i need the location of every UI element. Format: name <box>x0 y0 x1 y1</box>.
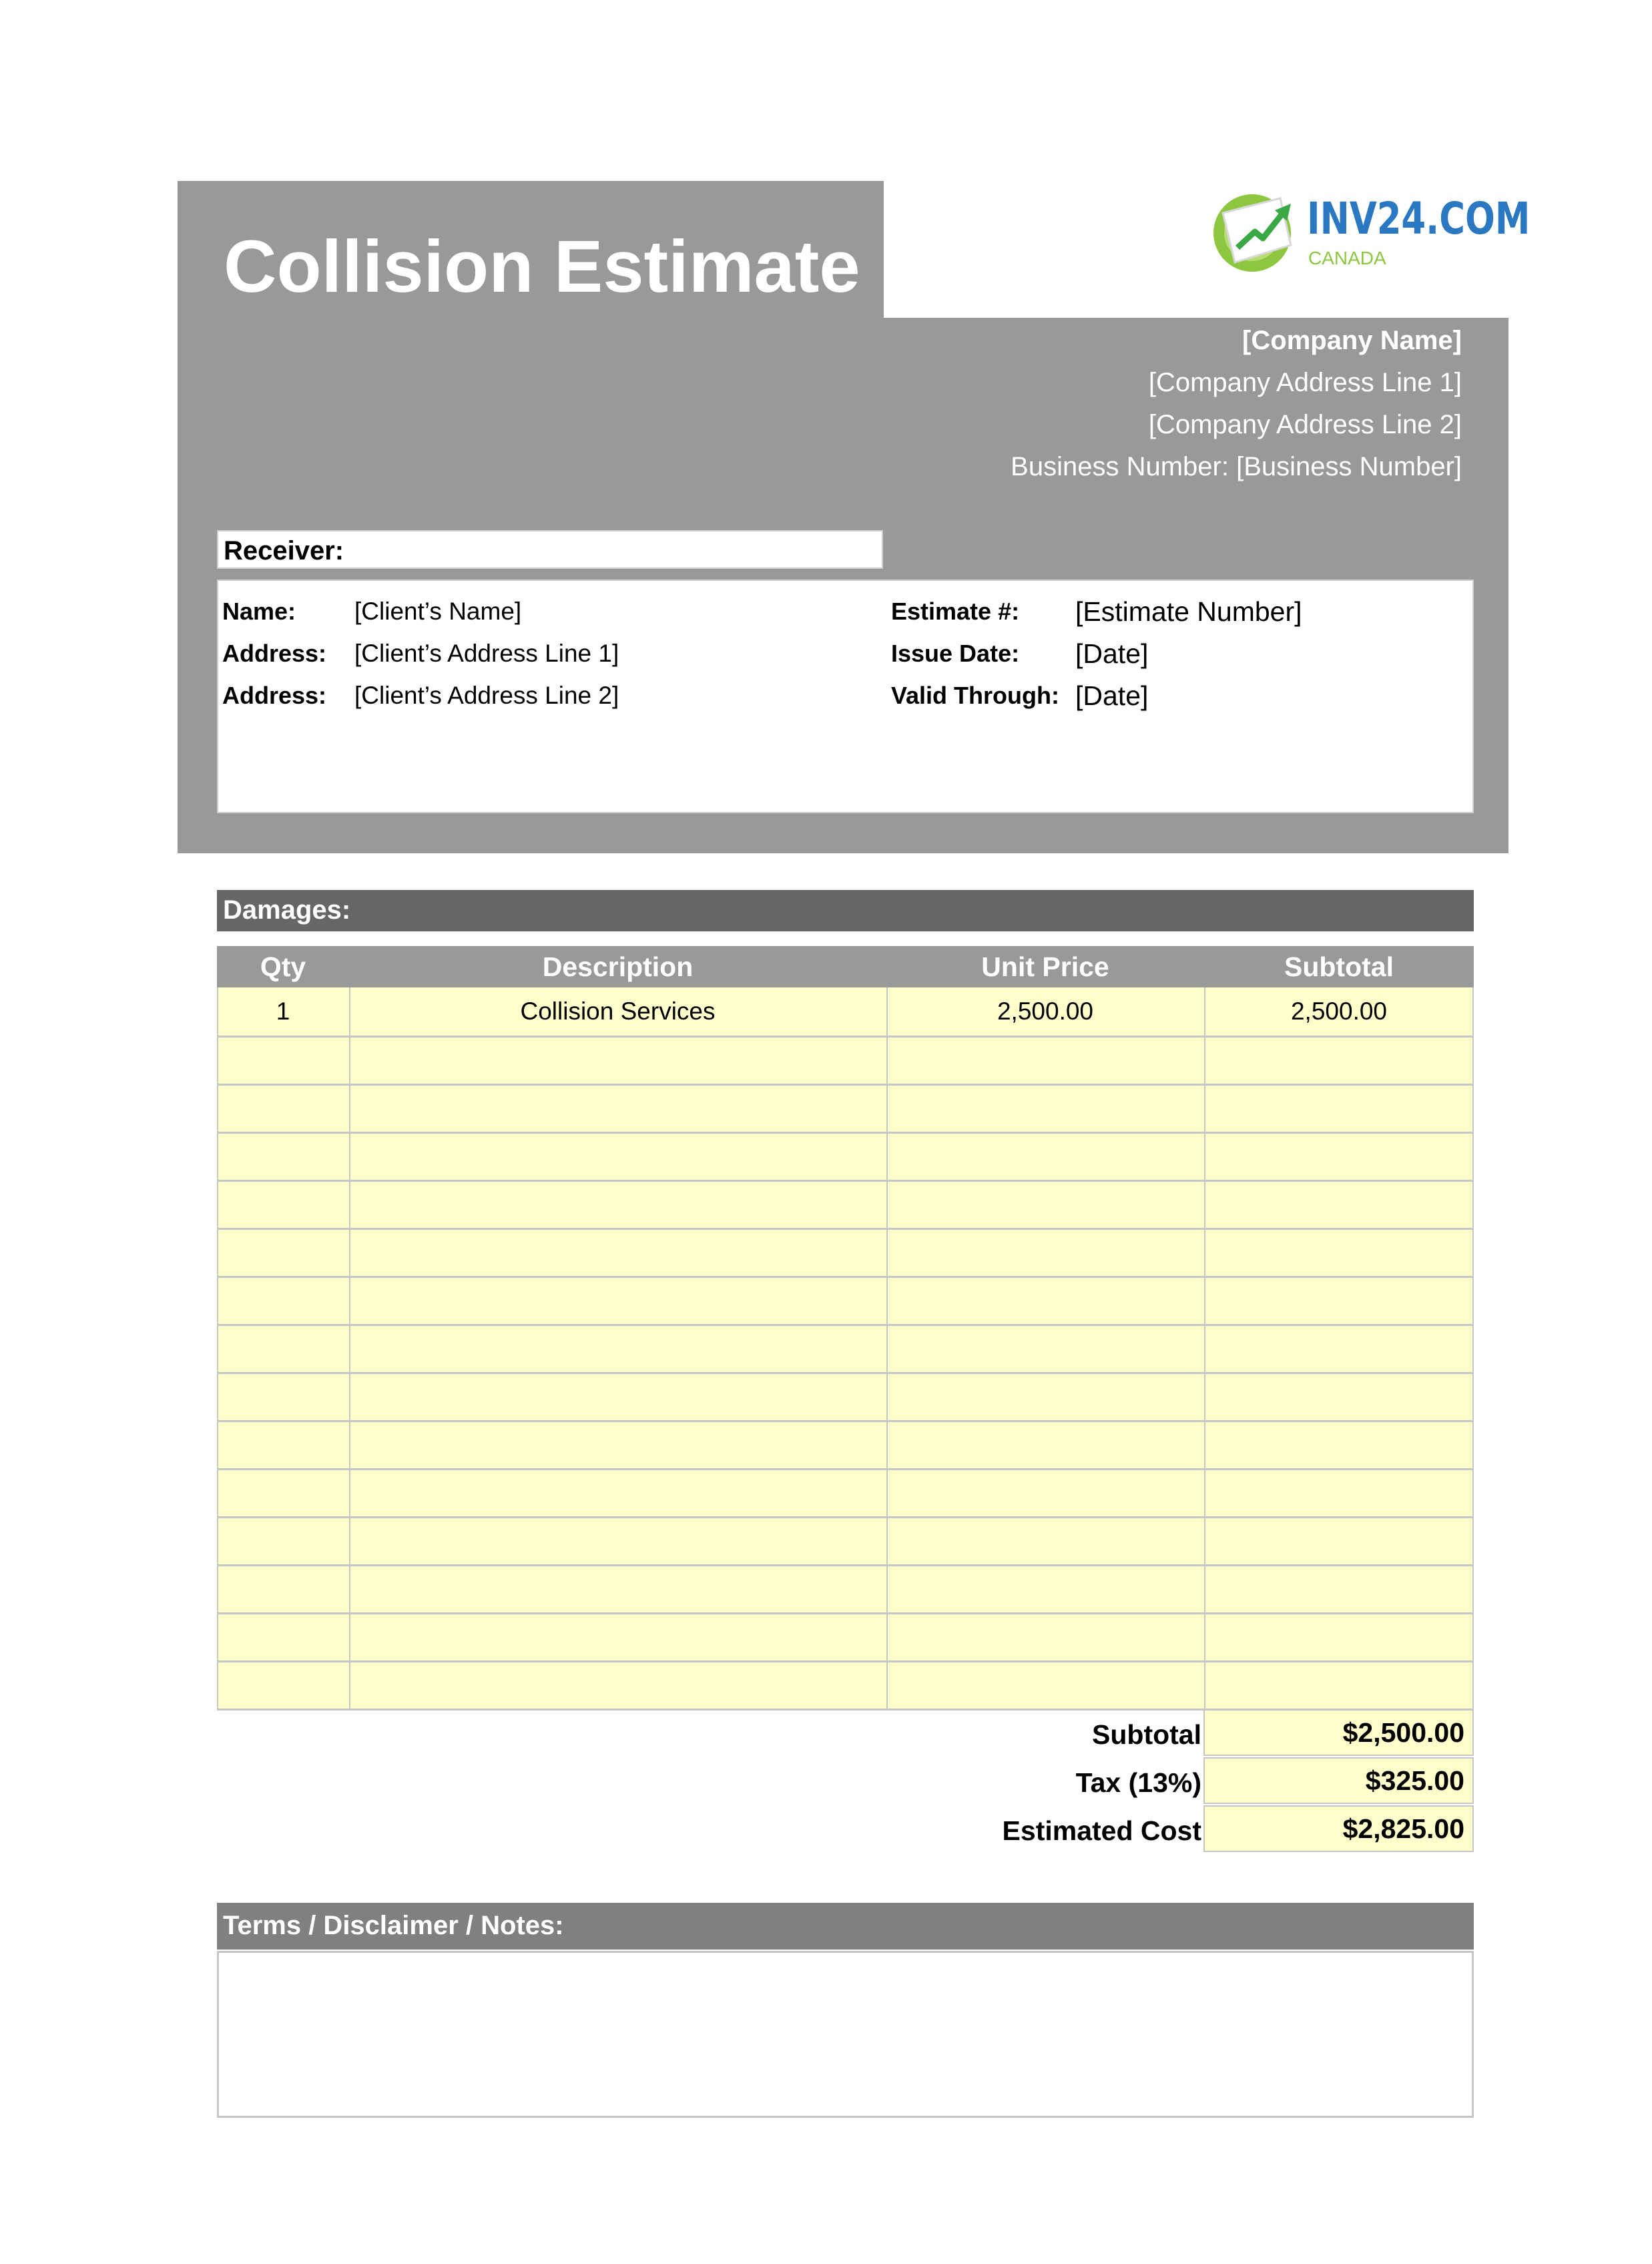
issue-date-value[interactable]: [Date] <box>1075 638 1149 669</box>
valid-through-label: Valid Through: <box>891 682 1059 709</box>
grid-row-line <box>217 1276 1474 1278</box>
client-address-1-label: Address: <box>222 640 327 667</box>
client-address-1-value[interactable]: [Client’s Address Line 1] <box>354 640 619 667</box>
grid-column-line <box>217 987 218 1711</box>
grid-row-line <box>217 1372 1474 1374</box>
receiver-heading-box <box>217 530 883 569</box>
grid-column-line <box>886 987 888 1711</box>
grid-column-line <box>349 987 350 1711</box>
grid-column-line <box>1472 987 1474 1711</box>
tax-value: $325.00 <box>1203 1757 1474 1804</box>
estimate-number-value[interactable]: [Estimate Number] <box>1075 596 1302 627</box>
logo-globe-icon <box>1208 184 1302 277</box>
logo-region: CANADA <box>1308 248 1386 268</box>
business-number: Business Number: [Business Number] <box>1011 452 1462 481</box>
damages-table <box>217 987 1474 1711</box>
client-address-2-label: Address: <box>222 682 327 709</box>
grid-row-line <box>217 1564 1474 1566</box>
row-1-subtotal[interactable]: 2,500.00 <box>1290 997 1388 1025</box>
grid-row-line <box>217 1324 1474 1326</box>
col-unit-price-header: Unit Price <box>981 951 1109 982</box>
damages-heading: Damages: <box>217 890 1474 931</box>
grid-row-line <box>217 1132 1474 1134</box>
row-1-unit-price[interactable]: 2,500.00 <box>997 997 1094 1025</box>
grid-row-line <box>217 1516 1474 1518</box>
subtotal-label: Subtotal <box>1092 1719 1201 1750</box>
col-subtotal-header: Subtotal <box>1284 951 1394 982</box>
estimated-cost-label: Estimated Cost <box>1002 1815 1201 1846</box>
row-1-description[interactable]: Collision Services <box>520 997 716 1025</box>
grid-row-line <box>217 1660 1474 1662</box>
grid-row-line <box>217 1228 1474 1230</box>
tax-label: Tax (13%) <box>1075 1767 1201 1798</box>
estimate-number-label: Estimate #: <box>891 598 1020 625</box>
subtotal-value: $2,500.00 <box>1203 1709 1474 1756</box>
receiver-heading: Receiver: <box>224 536 344 565</box>
grid-row-line <box>217 1180 1474 1182</box>
notes-box[interactable] <box>217 1951 1474 2118</box>
estimated-cost-value: $2,825.00 <box>1203 1805 1474 1852</box>
grid-row-line <box>217 1468 1474 1470</box>
issue-date-label: Issue Date: <box>891 640 1020 667</box>
grid-column-line <box>1204 987 1205 1711</box>
company-address-line-2: [Company Address Line 2] <box>1148 410 1462 439</box>
grid-row-line <box>217 1036 1474 1038</box>
grid-row-line <box>217 1420 1474 1422</box>
col-description-header: Description <box>542 951 694 982</box>
document-title: Collision Estimate <box>224 226 860 308</box>
grid-row-line <box>217 1084 1474 1086</box>
notes-heading: Terms / Disclaimer / Notes: <box>217 1903 1474 1950</box>
logo-brand: INV24.COM <box>1307 193 1531 244</box>
client-name-value[interactable]: [Client’s Name] <box>354 598 522 625</box>
client-name-label: Name: <box>222 598 296 625</box>
client-address-2-value[interactable]: [Client’s Address Line 2] <box>354 682 619 709</box>
company-name: [Company Name] <box>1242 326 1462 355</box>
row-1-qty[interactable]: 1 <box>276 997 290 1025</box>
company-address-line-1: [Company Address Line 1] <box>1148 368 1462 397</box>
damages-table-header <box>217 946 1474 987</box>
logo <box>1208 184 1531 277</box>
col-qty-header: Qty <box>260 951 306 982</box>
grid-row-line <box>217 1612 1474 1614</box>
valid-through-value[interactable]: [Date] <box>1075 680 1149 711</box>
